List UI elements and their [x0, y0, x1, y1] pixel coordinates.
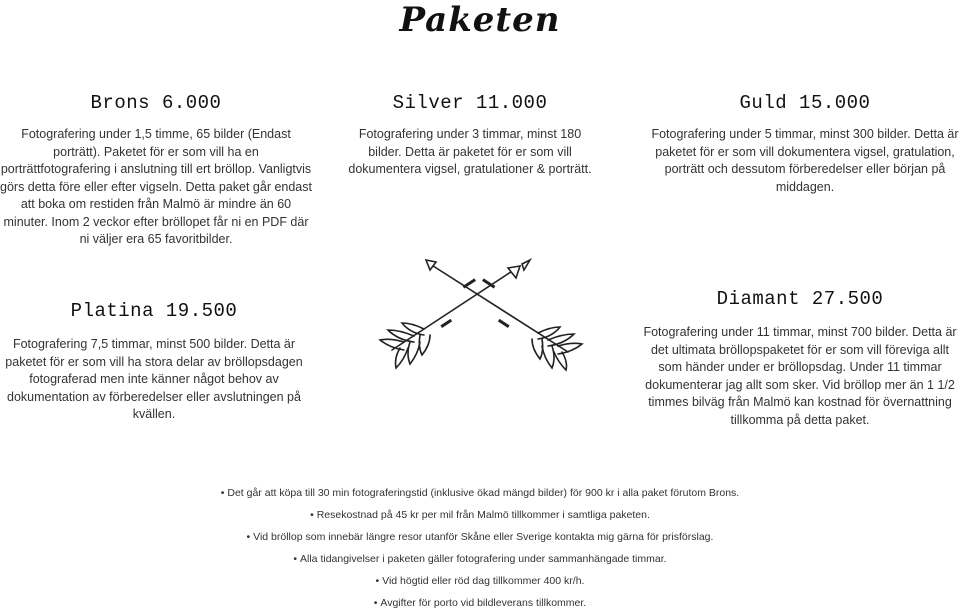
package-silver-description: Fotografering under 3 timmar, minst 180 bilder. Detta är paketet för er som vill dokumentera vigsel, gratulationer & porträtt. — [348, 127, 592, 176]
list-item: • Alla tidangivelser i paketen gäller fotografering under sammanhängade timmar. — [0, 548, 960, 570]
package-diamant — [640, 288, 960, 429]
page-title: Paketen — [399, 0, 561, 40]
package-diamant-name: Diamant 27.500 — [716, 288, 884, 310]
package-guld-name: Guld 15.000 — [739, 92, 871, 114]
list-item: • Vid högtid eller röd dag tillkommer 400 kr/h. — [0, 570, 960, 592]
notes-list — [0, 482, 960, 614]
package-platina-name: Platina 19.500 — [70, 300, 238, 322]
crossed-arrows-icon — [370, 252, 590, 372]
package-brons — [0, 92, 312, 249]
package-brons-description: Fotografering under 1,5 timme, 65 bilder (Endast porträtt). Paketet för er som vill ha en porträttfotografering i anslutning till ert bröllop. Vanligtvis görs detta före eller efter vigseln. Detta paket går endast att boka om restiden från Malmö är mindre än 60 minuter. Inom 2 veckor efter bröllopet får ni en PDF där ni väljer era 65 favoritbilder. — [0, 127, 312, 246]
package-platina-description: Fotografering 7,5 timmar, minst 500 bilder. Detta är paketet för er som vill ha stora delar av bröllopsdagen fotograferad men inte känner något behov av dokumentation av förberedelser eller avslutningen på kvällen. — [5, 337, 303, 421]
package-diamant-description: Fotografering under 11 timmar, minst 700 bilder. Detta är det ultimata bröllopspaketet för er som vill föreviga allt som händer under er bröllopsdag. Under 11 timmar dokumenterar jag allt som sker. Vid bröllop mer än 1 1/2 timmes bilväg från Malmö kan kostnad för övernattning tillkomma på detta paket. — [643, 325, 957, 427]
list-item: • Avgifter för porto vid bildleverans tillkommer. — [0, 592, 960, 614]
package-silver — [345, 92, 595, 179]
list-item: • Vid bröllop som innebär längre resor utanför Skåne eller Sverige kontakta mig gärna för prisförslag. — [0, 526, 960, 548]
package-silver-name: Silver 11.000 — [392, 92, 548, 114]
package-platina — [0, 300, 308, 424]
package-brons-name: Brons 6.000 — [90, 92, 222, 114]
package-guld-description: Fotografering under 5 timmar, minst 300 bilder. Detta är paketet för er som vill dokumentera vigsel, gratulation, porträtt och dessutom förberedelser eller början på middagen. — [651, 127, 959, 194]
list-item: • Det går att köpa till 30 min fotograferingstid (inklusive ökad mängd bilder) för 900 kr i alla paket förutom Brons. — [0, 482, 960, 504]
package-guld — [650, 92, 960, 196]
list-item: • Resekostnad på 45 kr per mil från Malmö tillkommer i samtliga paketen. — [0, 504, 960, 526]
